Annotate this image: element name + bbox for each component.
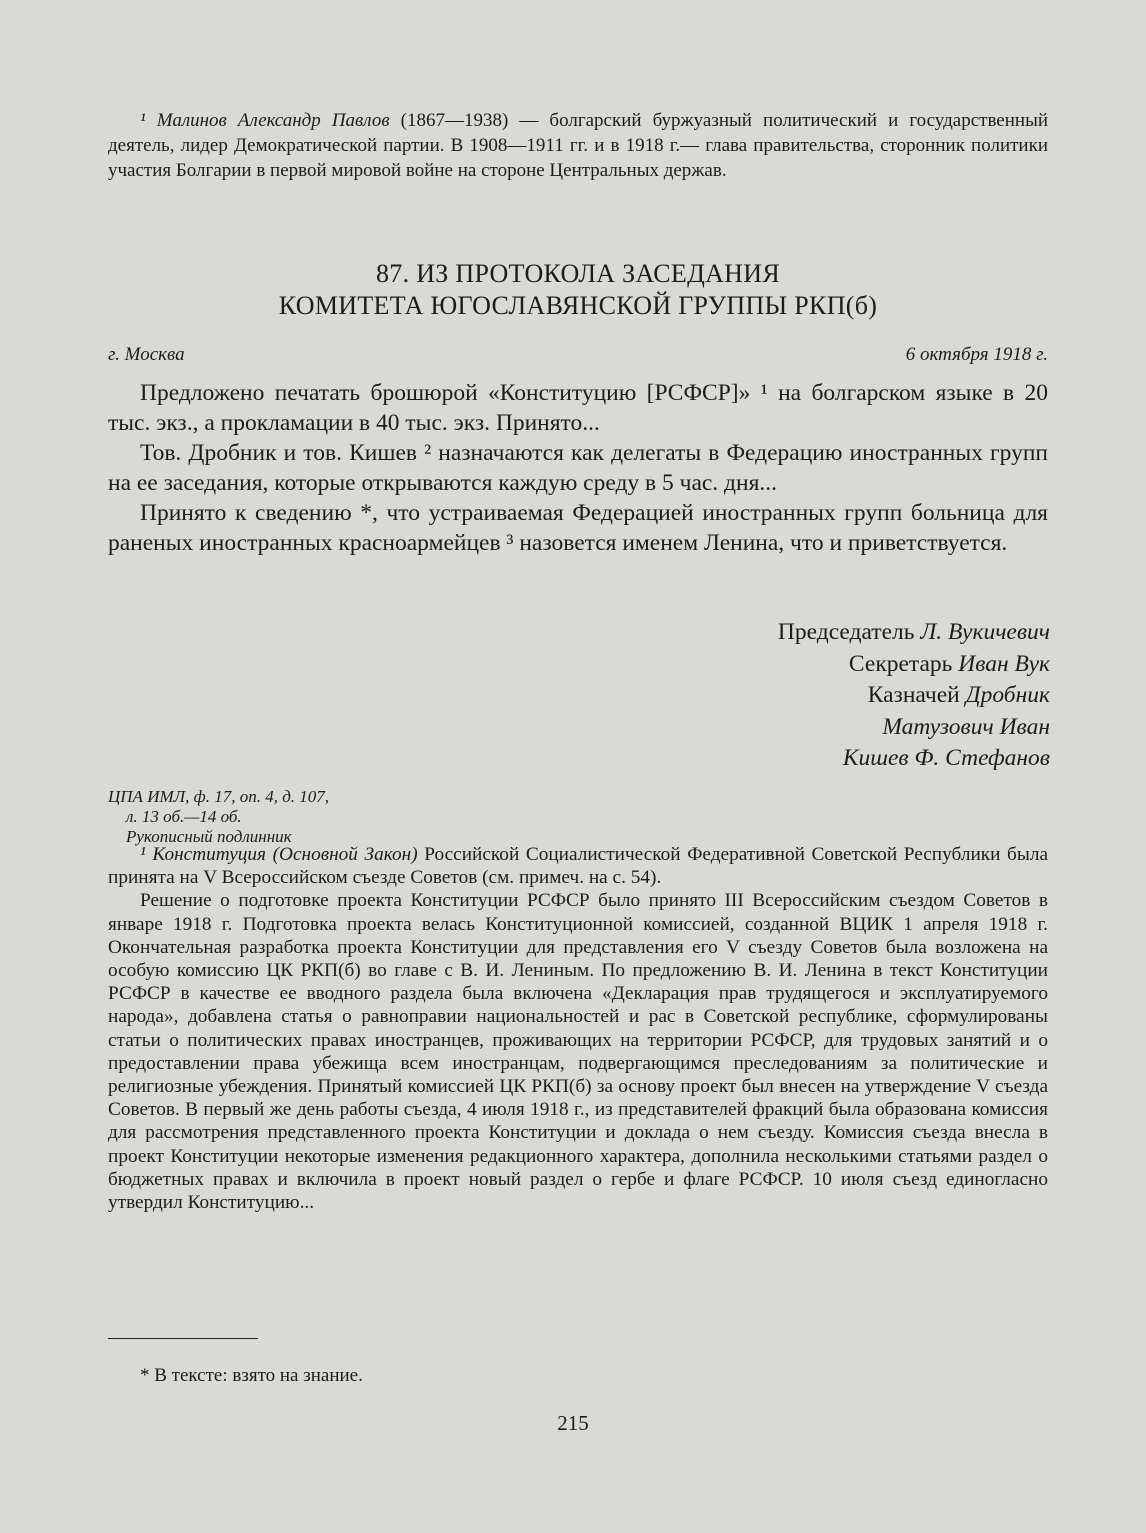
- footnote-previous: [108, 108, 1048, 183]
- signatures: [350, 617, 1050, 775]
- title-line-2: КОМИТЕТА ЮГОСЛАВЯНСКОЙ ГРУППЫ РКП(б): [278, 291, 878, 320]
- signature-secretary: Секретарь Иван Вук: [848, 650, 1050, 677]
- note-1-lead: ¹ Конституция (Основной Закон): [140, 844, 418, 865]
- signature-treasurer: Казначей Дробник: [867, 682, 1050, 708]
- paragraph: Тов. Дробник и тов. Кишев ² назначаются как делегаты в Федерацию иностранных групп на ее заседания, которые открываются каждую среду в 5 час. дня...: [108, 440, 1048, 496]
- paragraph: Принято к сведению *, что устраиваемая Федерацией иностранных групп больница для раненых иностранных красноармейцев ³ назовется именем Ленина, что и приветствуется.: [108, 500, 1048, 556]
- signature-member: Матузович Иван: [882, 713, 1050, 740]
- place: г. Москва: [108, 344, 185, 365]
- footnote-previous-text: (1867—1938) — болгарский буржуазный политический и государственный деятель, лидер Демократической партии. В 1908—1911 гг. и в 1918 г.— глава правительства, сторонник политики участия Болгарии в первой мировой войне на стороне Центральных держав.: [108, 110, 1048, 181]
- page-number: 215: [557, 1411, 589, 1435]
- protocol-body: [108, 378, 1048, 558]
- star-footnote: * В тексте: взято на знание.: [140, 1365, 363, 1386]
- archive-line-1: ЦПА ИМЛ, ф. 17, оп. 4, д. 107,: [108, 787, 330, 806]
- footnote-divider: [108, 1338, 258, 1339]
- document-title: [108, 258, 1048, 322]
- archive-reference: [108, 787, 1048, 847]
- archive-line-2: л. 13 об.—14 об.: [126, 807, 242, 826]
- signature-chairman: Председатель Л. Вукичевич: [777, 619, 1050, 645]
- title-line-1: 87. ИЗ ПРОТОКОЛА ЗАСЕДАНИЯ: [376, 259, 780, 288]
- note-1-text: Российской Социалистической Федеративной Советской Республики была принята на V Всероссийском съезде Советов (см. примеч. на с. 54).: [108, 844, 1048, 889]
- note-1-paragraph-2: Решение о подготовке проекта Конституции РСФСР было принято III Всероссийским съездом Советов в январе 1918 г. Подготовка проекта велась Конституционной комиссией, созданной ВЦИК 1 апреля 1918 г. Окончательная разработка проекта Конституции для представления его V съезду Советов была возложена на особую комиссию ЦК РКП(б) во главе с В. И. Лениным. По предложению В. И. Ленина в текст Конституции РСФСР в качестве ее вводного раздела была включена «Декларация прав трудящегося и эксплуатируемого народа», добавлена статья о равноправии национальностей и рас в Советской республике, сформулированы статьи о политических правах иностранцев, проживающих на территории РСФСР, для трудовых занятий и о предоставлении права убежища всем иностранцам, подвергающимся преследованиям за политические и религиозные убеждения. Принятый комиссией ЦК РКП(б) за основу проект был внесен на утверждение V съезда Советов. В первый же день работы съезда, 4 июля 1918 г., из представителей фракций была образована комиссия для рассмотрения представленного проекта Конституции и доклада о нем съезду. Комиссия съезда внесла в проект Конституции некоторые изменения редакционного характера, дополнила несколькими статьями раздел о бюджетных правах и включила в проект новый раздел о гербе и флаге РСФСР. 10 июля съезд единогласно утвердил Конституцию...: [108, 890, 1048, 1214]
- note-1: [108, 843, 1048, 889]
- paragraph: Предложено печатать брошюрой «Конституцию [РСФСР]» ¹ на болгарском языке в 20 тыс. экз., а прокламации в 40 тыс. экз. Принято...: [108, 380, 1048, 436]
- archive-line-3: Рукописный подлинник: [126, 827, 292, 846]
- endnotes: [108, 843, 1048, 1214]
- footnote-previous-name: ¹ Малинов Александр Павлов: [140, 110, 390, 131]
- date: 6 октября 1918 г.: [905, 344, 1048, 365]
- signature-member: Кишев Ф. Стефанов: [842, 745, 1050, 771]
